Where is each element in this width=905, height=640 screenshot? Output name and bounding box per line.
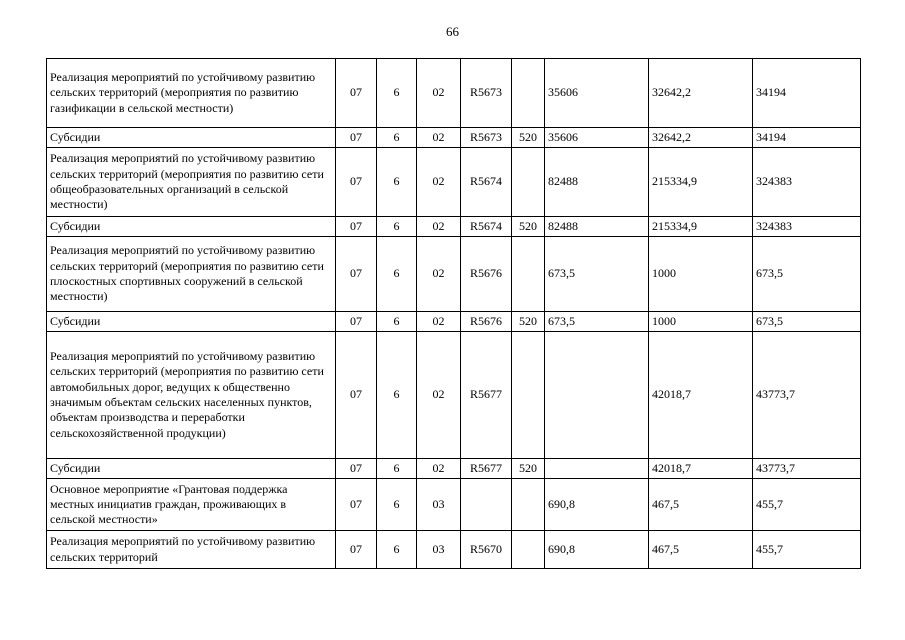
subprogram-code: 02 — [417, 312, 461, 332]
section-code: 07 — [336, 148, 377, 217]
target-article-code: R5677 — [461, 459, 512, 479]
amount-year-1: 673,5 — [545, 237, 649, 312]
item-name: Основное мероприятие «Грантовая поддержка местных инициатив граждан, проживающих в сельской местности» — [47, 479, 336, 531]
table-row — [47, 148, 861, 217]
page-number: 66 — [446, 24, 459, 39]
expense-type-code — [512, 479, 545, 531]
section-code: 07 — [336, 479, 377, 531]
subprogram-code: 02 — [417, 237, 461, 312]
amount-year-2: 42018,7 — [649, 459, 753, 479]
amount-year-3: 324383 — [753, 217, 861, 237]
amount-year-2: 42018,7 — [649, 332, 753, 459]
subprogram-code: 02 — [417, 217, 461, 237]
amount-year-2: 215334,9 — [649, 217, 753, 237]
target-article-code: R5674 — [461, 148, 512, 217]
target-article-code: R5673 — [461, 59, 512, 128]
item-name: Реализация мероприятий по устойчивому развитию сельских территорий (мероприятия по развитию сети общеобразовательных организаций в сельской местности) — [47, 148, 336, 217]
amount-year-3: 455,7 — [753, 479, 861, 531]
expense-type-code — [512, 237, 545, 312]
amount-year-2: 32642,2 — [649, 128, 753, 148]
item-name: Субсидии — [47, 217, 336, 237]
expense-type-code — [512, 531, 545, 569]
table-row — [47, 237, 861, 312]
table-row — [47, 217, 861, 237]
table-row — [47, 332, 861, 459]
section-code: 07 — [336, 312, 377, 332]
expense-type-code — [512, 59, 545, 128]
section-code: 07 — [336, 237, 377, 312]
subprogram-code: 03 — [417, 531, 461, 569]
amount-year-3: 673,5 — [753, 237, 861, 312]
subprogram-code: 02 — [417, 59, 461, 128]
item-name: Реализация мероприятий по устойчивому развитию сельских территорий — [47, 531, 336, 569]
program-code: 6 — [377, 217, 417, 237]
expense-type-code — [512, 148, 545, 217]
target-article-code — [461, 479, 512, 531]
amount-year-1: 82488 — [545, 148, 649, 217]
subprogram-code: 03 — [417, 479, 461, 531]
amount-year-2: 1000 — [649, 312, 753, 332]
program-code: 6 — [377, 332, 417, 459]
section-code: 07 — [336, 459, 377, 479]
target-article-code: R5676 — [461, 312, 512, 332]
target-article-code: R5674 — [461, 217, 512, 237]
expense-type-code: 520 — [512, 217, 545, 237]
item-name: Реализация мероприятий по устойчивому развитию сельских территорий (мероприятия по развитию сети плоскостных спортивных сооружений в сельской местности) — [47, 237, 336, 312]
program-code: 6 — [377, 59, 417, 128]
amount-year-2: 32642,2 — [649, 59, 753, 128]
amount-year-3: 324383 — [753, 148, 861, 217]
item-name: Реализация мероприятий по устойчивому развитию сельских территорий (мероприятия по развитию сети автомобильных дорог, ведущих к общественно значимым объектам сельских населенных пунктов, объектам производства и переработки сельскохозяйственной продукции) — [47, 332, 336, 459]
expense-type-code: 520 — [512, 128, 545, 148]
target-article-code: R5670 — [461, 531, 512, 569]
amount-year-1: 82488 — [545, 217, 649, 237]
table-row — [47, 531, 861, 569]
item-name: Реализация мероприятий по устойчивому развитию сельских территорий (мероприятия по развитию газификации в сельской местности) — [47, 59, 336, 128]
subprogram-code: 02 — [417, 128, 461, 148]
amount-year-3: 455,7 — [753, 531, 861, 569]
item-name: Субсидии — [47, 459, 336, 479]
amount-year-3: 34194 — [753, 59, 861, 128]
program-code: 6 — [377, 148, 417, 217]
section-code: 07 — [336, 217, 377, 237]
program-code: 6 — [377, 531, 417, 569]
amount-year-3: 673,5 — [753, 312, 861, 332]
table-row — [47, 312, 861, 332]
table-row — [47, 128, 861, 148]
target-article-code: R5677 — [461, 332, 512, 459]
subprogram-code: 02 — [417, 459, 461, 479]
amount-year-1: 673,5 — [545, 312, 649, 332]
program-code: 6 — [377, 459, 417, 479]
expense-type-code: 520 — [512, 312, 545, 332]
item-name: Субсидии — [47, 128, 336, 148]
amount-year-2: 467,5 — [649, 479, 753, 531]
program-code: 6 — [377, 128, 417, 148]
amount-year-1: 35606 — [545, 59, 649, 128]
item-name: Субсидии — [47, 312, 336, 332]
subprogram-code: 02 — [417, 332, 461, 459]
amount-year-3: 43773,7 — [753, 459, 861, 479]
section-code: 07 — [336, 59, 377, 128]
expense-type-code — [512, 332, 545, 459]
amount-year-1: 35606 — [545, 128, 649, 148]
amount-year-2: 467,5 — [649, 531, 753, 569]
amount-year-2: 215334,9 — [649, 148, 753, 217]
program-code: 6 — [377, 312, 417, 332]
amount-year-1 — [545, 459, 649, 479]
amount-year-1: 690,8 — [545, 479, 649, 531]
amount-year-2: 1000 — [649, 237, 753, 312]
section-code: 07 — [336, 531, 377, 569]
budget-table — [46, 58, 861, 569]
target-article-code: R5676 — [461, 237, 512, 312]
amount-year-3: 43773,7 — [753, 332, 861, 459]
amount-year-1 — [545, 332, 649, 459]
subprogram-code: 02 — [417, 148, 461, 217]
section-code: 07 — [336, 332, 377, 459]
program-code: 6 — [377, 479, 417, 531]
target-article-code: R5673 — [461, 128, 512, 148]
section-code: 07 — [336, 128, 377, 148]
amount-year-1: 690,8 — [545, 531, 649, 569]
program-code: 6 — [377, 237, 417, 312]
table-row — [47, 459, 861, 479]
table-row — [47, 479, 861, 531]
table-row — [47, 59, 861, 128]
amount-year-3: 34194 — [753, 128, 861, 148]
expense-type-code: 520 — [512, 459, 545, 479]
